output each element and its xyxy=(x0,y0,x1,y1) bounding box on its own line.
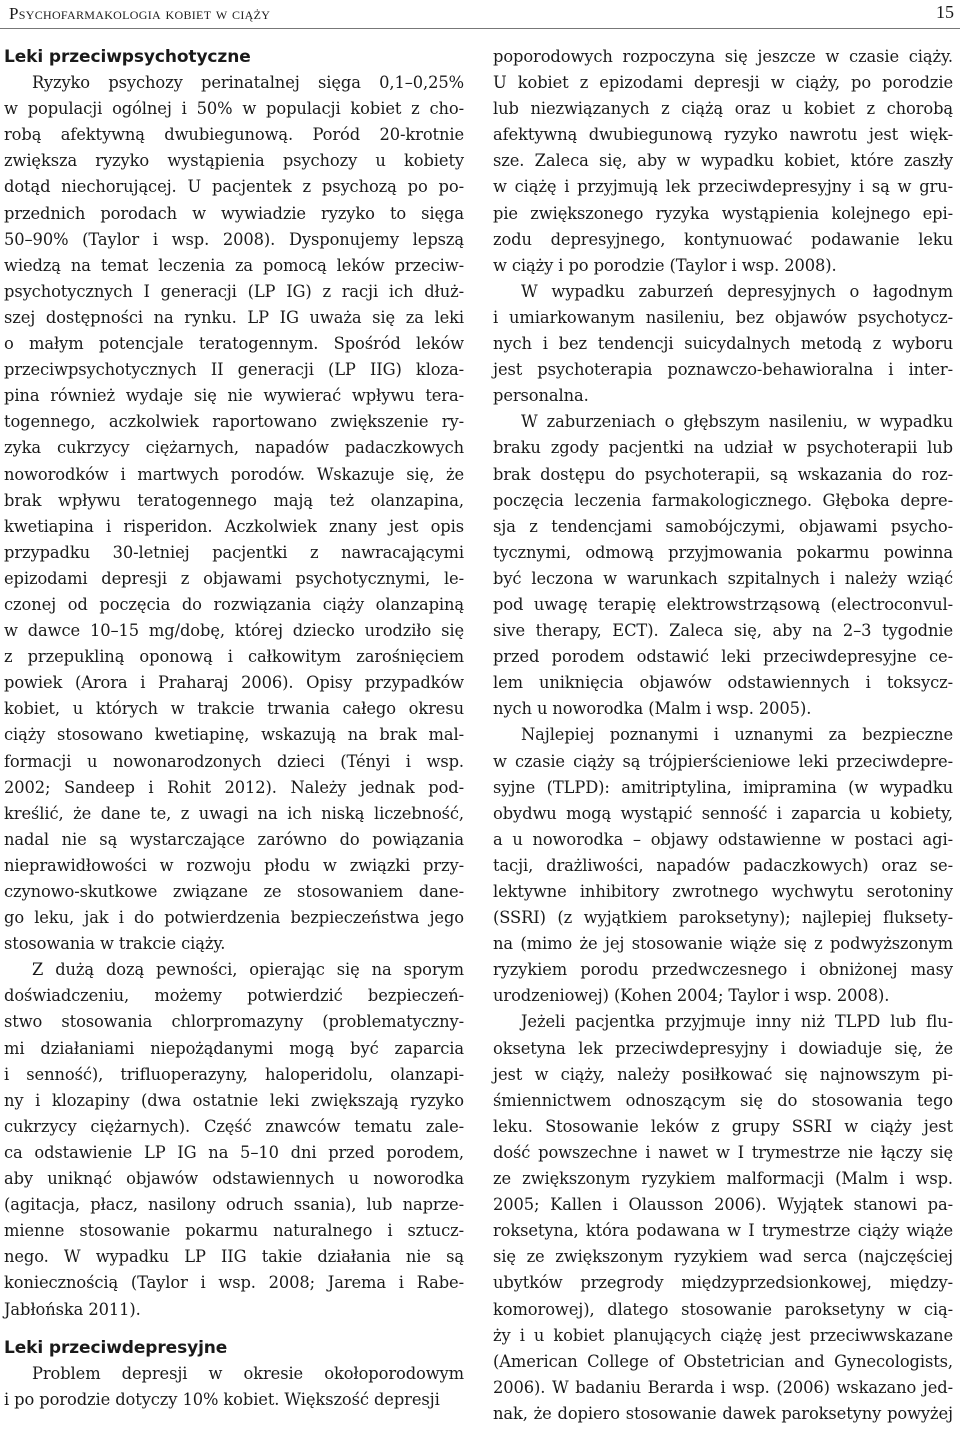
text-line: lub niezwiązanych z ciążą oraz u kobiet z chorobą xyxy=(493,99,953,119)
text-line: (agitacja, płacz, nasilony odruch ssania), lub naprze- xyxy=(4,1195,464,1215)
text-line: brak dostępu do psychoterapii, są wskazania do roz- xyxy=(493,464,953,484)
text-line: czynowo-skutkowe związane ze stosowaniem dane- xyxy=(4,882,464,901)
text-line: doświadczeniu, możemy potwierdzić bezpieczeń- xyxy=(4,986,464,1006)
text-line: (SSRI) (z wyjątkiem paroksetyny); najlepiej fluksety- xyxy=(493,908,953,928)
text-line: ubytków przegrody międzyprzedsionkowej, między- xyxy=(493,1273,953,1293)
text-line: Jabłońska 2011). xyxy=(4,1299,141,1319)
paragraph xyxy=(4,957,464,1322)
text-line: brak wpływu teratogennego mają też olanzapina, xyxy=(4,490,464,510)
text-line: mienne stosowanie pokarmu naturalnego i sztucz- xyxy=(4,1221,464,1241)
text-line: zwiększa ryzyko wystąpienia psychozy u kobiety xyxy=(4,151,464,171)
text-line: powiek (Arora i Praharaj 2006). Opisy przypadków xyxy=(4,673,464,693)
text-line: nieprawidłowości w rozwoju płodu w związki przy- xyxy=(4,855,464,875)
text-line: poczęcia leczenia farmakologicznego. Głęboka depre- xyxy=(493,490,953,510)
text-line: kwetiapina i risperidon. Aczkolwiek znany jest opis xyxy=(4,516,464,536)
text-line: przeciwpsychotycznych II generacji (LP IIG) klozа- xyxy=(4,360,464,380)
text-line: i senność), trifluoperazyny, haloperidolu, olanzapi- xyxy=(4,1064,464,1084)
text-line: robą afektywną dwubiegunową. Poród 20-krotnie xyxy=(4,125,464,145)
text-line: 2006). W badaniu Berarda i wsp. (2006) wskazano jed- xyxy=(493,1377,953,1397)
text-line: w populacji ogólnej i 50% w populacji kobiet z cho- xyxy=(4,99,464,119)
text-line: (American College of Obstetrician and Gynecologists, xyxy=(493,1351,953,1371)
text-line: w dawce 10–15 mg/dobę, której dziecko urodziło się xyxy=(4,621,464,641)
text-line: Najlepiej poznanymi i uznanymi za bezpieczne xyxy=(521,725,953,745)
text-line: pina również wydaje się nie wywierać wpływu tera- xyxy=(4,386,464,406)
paragraph xyxy=(4,70,464,957)
text-line: Ryzyko psychozy perinatalnej sięga 0,1–0,25% xyxy=(32,73,464,93)
text-line: braku zgody pacjentki na udział w psychoterapii lub xyxy=(493,438,953,458)
section-gap xyxy=(4,1323,464,1335)
text-line: roksetyna, która podawana w I trymestrze ciąży wiąże xyxy=(493,1221,953,1241)
text-line: stwo stosowania chlorpromazyny (problematyczny- xyxy=(4,1012,464,1032)
text-line: jest w ciąży, należy posiłkować się najnowszym pi- xyxy=(493,1064,953,1084)
text-line: formacji u nowonarodzonych dzieci (Tényi i wsp. xyxy=(4,751,464,771)
text-line: w czasie ciąży są trójpierścieniowe leki przeciwdepre- xyxy=(493,751,953,771)
text-line: czonej od poczęcia do rozwiązania ciąży olanzapiną xyxy=(4,594,464,614)
header-rule xyxy=(0,28,960,29)
paragraph xyxy=(493,1009,953,1427)
text-line: 2002; Sandeep i Rohit 2012). Należy jednak pod- xyxy=(4,777,464,797)
text-line: stosowania w trakcie ciąży. xyxy=(4,934,226,954)
text-line: nych u noworodka (Malm i wsp. 2005). xyxy=(493,699,812,719)
text-line: noworodków i martwych porodów. Wskazuje się, że xyxy=(4,464,464,484)
text-line: przed porodem odstawić leki przeciwdepresyjne ce- xyxy=(493,647,953,667)
text-line: na (mimo że jej stosowanie wiąże się z podwyższonym xyxy=(493,934,953,954)
paragraph xyxy=(493,409,953,722)
text-line: ze zwiększonym ryzykiem malformacji (Malm i wsp. xyxy=(493,1169,953,1189)
text-line: aby uniknąć objawów odstawiennych u noworodka xyxy=(4,1169,464,1189)
text-line: lem uniknięcia objawów odstawiennych i toksycz- xyxy=(493,673,953,693)
text-line: być leczona w warunkach szpitalnych i należy wziąć xyxy=(493,568,953,588)
text-line: nadal nie są wystarczające zarówno do powiązania xyxy=(4,829,464,849)
text-line: przypadku 30-letniej pacjentki z nawracającymi xyxy=(4,542,464,562)
paragraph xyxy=(493,279,953,409)
text-line: oksetyna lek przeciwdepresyjny i dowiaduje się, że xyxy=(493,1038,953,1058)
text-line: kobiet, u których w trakcie trwania całego okresu xyxy=(4,699,464,719)
text-line: zodu depresyjnego, kontynuować podawanie leku xyxy=(493,229,953,249)
text-line: wiedzą na temat leczenia za pomocą leków przeciw- xyxy=(4,255,464,275)
text-line: mi działaniami niepożądanymi mogą być zaparcia xyxy=(4,1038,464,1058)
text-line: lektywne inhibitory zwrotnego wychwytu serotoniny xyxy=(493,882,953,901)
text-line: sive therapy, ECT). Zaleca się, aby na 2–3 tygodnie xyxy=(493,621,953,641)
text-line: się ze zwiększonym ryzykiem wad serca (najczęściej xyxy=(493,1247,953,1267)
text-line: sja z tendencjami samobójczymi, objawami psycho- xyxy=(493,516,953,536)
text-line: ryzykiem porodu przedwczesnego i obniżonej masy xyxy=(493,960,953,980)
text-line: obydwu mogą wystąpić senność i zaparcia u kobiety, xyxy=(493,803,953,823)
text-line: sze. Zaleca się, aby w wypadku kobiet, które zaszły xyxy=(493,151,953,171)
text-line: ca odstawienie LP IG na 5–10 dni przed porodem, xyxy=(4,1142,464,1162)
text-line: syjne (TLPD): amitriptylina, imipramina (w wypadku xyxy=(493,777,953,797)
text-line: tycznymi, odmową przyjmowania pokarmu powinna xyxy=(493,542,953,562)
text-line: w ciąży i po porodzie (Taylor i wsp. 2008). xyxy=(493,255,837,275)
paragraph xyxy=(493,44,953,279)
text-line: afektywną dwubiegunową ryzyko nawrotu jest więk- xyxy=(493,125,953,145)
text-line: śmiennictwem odnoszącym się do stosowania tego xyxy=(493,1090,953,1110)
text-line: tacji, drażliwości, napadów padaczkowych) oraz se- xyxy=(493,855,953,875)
paragraph xyxy=(4,1361,464,1413)
running-title: Psychofarmakologia kobiet w ciąży xyxy=(9,4,271,23)
text-line: W zaburzeniach o głębszym nasileniu, w wypadku xyxy=(521,412,953,432)
text-line: pod uwagę terapię elektrowstrząsową (electroconvul- xyxy=(493,594,953,614)
text-line: pie zwiększonego ryzyka wystąpienia kolejnego epi- xyxy=(493,203,953,223)
text-line: dość powszechne i nawet w I trymestrze nie łączy się xyxy=(493,1142,953,1162)
text-line: o małym potencjale teratogennym. Spośród leków xyxy=(4,334,464,354)
text-line: W wypadku zaburzeń depresyjnych o łagodnym xyxy=(521,281,953,301)
text-line: Jeżeli pacjentka przyjmuje inny niż TLPD lub flu- xyxy=(521,1012,953,1032)
text-line: personalna. xyxy=(493,386,589,406)
text-line: epizodami depresji z objawami psychotycznymi, le- xyxy=(4,568,464,588)
text-line: komorowej), dlatego stosowanie paroksetyny w cią- xyxy=(493,1299,953,1319)
text-line: koniecznością (Taylor i wsp. 2008; Jarema i Rabe- xyxy=(4,1273,464,1293)
text-line: w ciążę i przyjmują lek przeciwdepresyjny i są w gru- xyxy=(493,177,953,197)
text-line: ny i klozapiny (dwa ostatnie leki zwiększają ryzyko xyxy=(4,1090,464,1110)
text-line: togennego, aczkolwiek raportowano zwiększenie ry- xyxy=(4,412,464,432)
text-line: kreślić, że dane te, z uwagi na ich niską liczebność, xyxy=(4,803,464,823)
text-line: a u noworodka – objawy odstawienne w postaci agi- xyxy=(493,829,953,849)
text-line: i po porodzie dotyczy 10% kobiet. Większość depresji xyxy=(4,1389,440,1409)
text-line: i umiarkowanym nasileniu, bez objawów psychotycz- xyxy=(493,307,953,327)
text-line: urodzeniowej) (Kohen 2004; Taylor i wsp. 2008). xyxy=(493,986,890,1006)
text-line: z przepukliną oponową i całkowitym zarośnięciem xyxy=(4,647,464,667)
text-line: jest psychoterapia poznawczo-behawioralna i inter- xyxy=(493,360,953,380)
text-line: Problem depresji w okresie okołoporodowym xyxy=(32,1363,464,1383)
text-line: U kobiet z epizodami depresji w ciąży, po porodzie xyxy=(493,73,953,93)
text-line: szej dostępności na rynku. LP IG uważa się za leki xyxy=(4,307,464,327)
text-line: zyka cukrzycy ciężarnych, napadów padaczkowych xyxy=(4,438,464,458)
text-line: leku. Stosowanie leków z grupy SSRI w ciąży jest xyxy=(493,1116,953,1136)
left-column xyxy=(4,44,464,1413)
text-line: cukrzycy ciężarnych). Część znawców tematu zale- xyxy=(4,1116,464,1136)
text-line: go leku, jak i do potwierdzenia bezpieczeństwa jego xyxy=(4,908,464,928)
text-line: 2005; Kallen i Olausson 2006). Wyjątek stanowi pa- xyxy=(493,1195,953,1215)
text-line: Z dużą dozą pewności, opierając się na sporym xyxy=(32,960,464,980)
text-line: nak, że dopiero stosowanie dawek paroksetyny powyżej xyxy=(493,1403,953,1423)
text-line: ży i u kobiet planujących ciążę jest przeciwwskazane xyxy=(493,1325,953,1345)
text-line: przednich porodach w wywiadzie ryzyko to sięga xyxy=(4,203,464,223)
text-line: nych i bez tendencji suicydalnych metodą z wyboru xyxy=(493,334,953,354)
text-line: psychotycznych I generacji (LP IG) z racji ich dłuż- xyxy=(4,281,464,301)
page-number: 15 xyxy=(936,2,954,22)
text-line: poporodowych rozpoczyna się jeszcze w czasie ciąży. xyxy=(493,47,953,66)
paragraph xyxy=(493,722,953,1009)
text-line: 50–90% (Taylor i wsp. 2008). Dysponujemy lepszą xyxy=(4,229,464,249)
right-column xyxy=(493,44,953,1427)
text-line: ciąży stosowano kwetiapinę, wskazują na brak mal- xyxy=(4,725,464,745)
section-heading-antipsychotics: Leki przeciwpsychotyczne xyxy=(4,47,251,67)
text-line: nego. W wypadku LP IIG takie działania nie są xyxy=(4,1247,464,1267)
section-heading-antidepressants: Leki przeciwdepresyjne xyxy=(4,1337,228,1358)
text-line: dotąd niechorującej. U pacjentek z psychozą po po- xyxy=(4,177,464,197)
